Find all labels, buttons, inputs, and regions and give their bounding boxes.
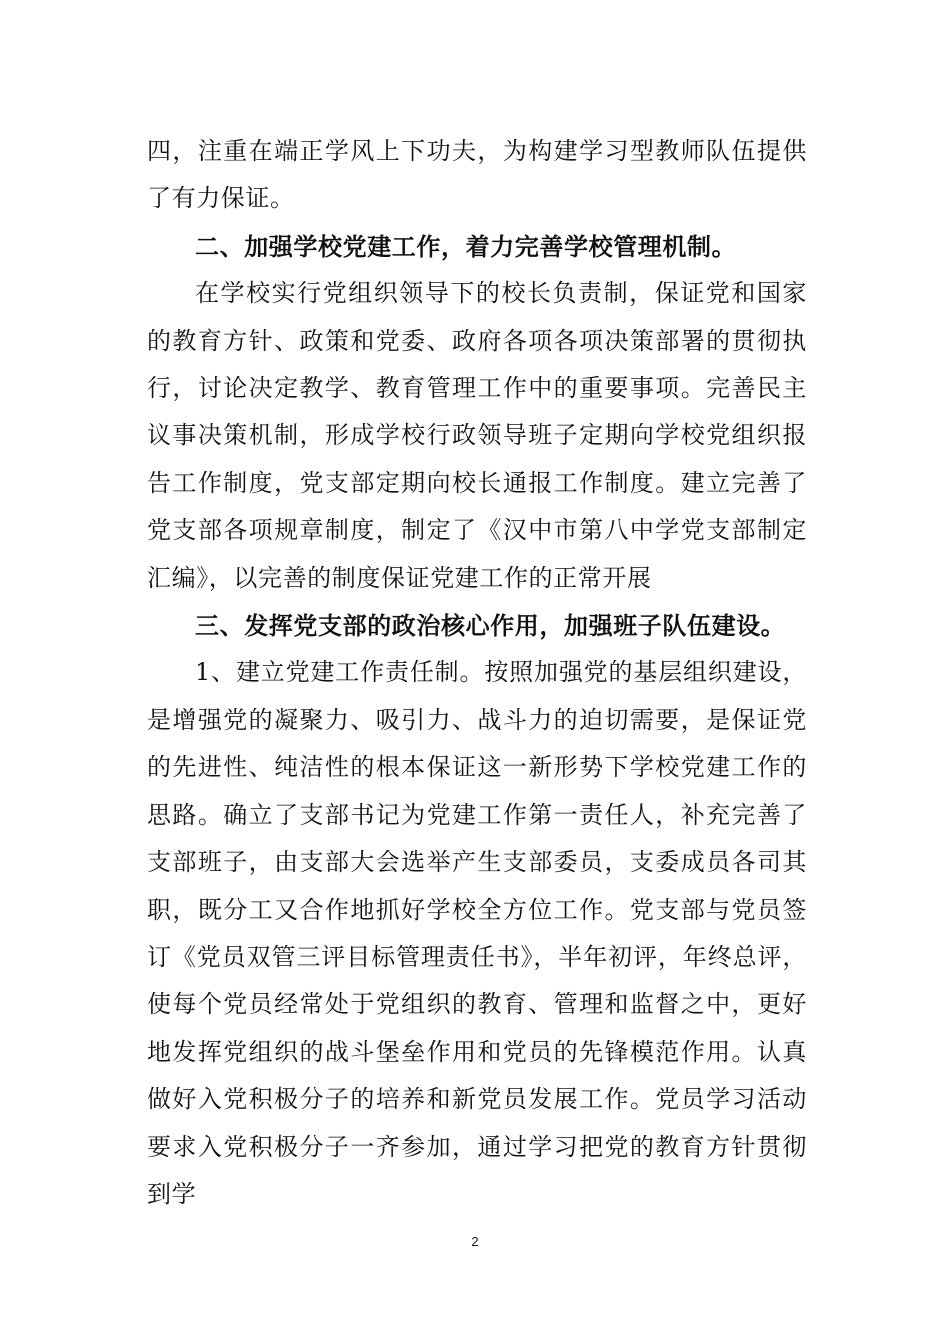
paragraph-continuation: 四，注重在端正学风上下功夫，为构建学习型教师队伍提供了有力保证。	[147, 137, 807, 213]
section-heading-3: 三、发挥党支部的政治核心作用，加强班子队伍建设。	[195, 611, 786, 641]
paragraph-responsibility-system: 1、建立党建工作责任制。按照加强党的基层组织建设，是增强党的凝聚力、吸引力、战斗力的迫切需要，是保证党的先进性、纯洁性的根本保证这一新形势下学校党建工作的思路。确立了支部书记为党建工作第一责任人，补充完善了支部班子，由支部大会选举产生支部委员，支委成员各司其职，既分工又合作地抓好学校全方位工作。党支部与党员签订《党员双管三评目标管理责任书》，半年初评，年终总评，使每个党员经常处于党组织的教育、管理和监督之中，更好地发挥党组织的战斗堡垒作用和党员的先锋模范作用。认真做好入党积极分子的培养和新党员发展工作。党员学习活动要求入党积极分子一齐参加，通过学习把党的教育方针贯彻到学	[147, 658, 807, 1208]
page-number: 2	[471, 1234, 479, 1249]
document-body	[147, 128, 807, 1218]
section-heading-2: 二、加强学校党建工作，着力完善学校管理机制。	[195, 231, 737, 261]
paragraph-party-leadership: 在学校实行党组织领导下的校长负责制，保证党和国家的教育方针、政策和党委、政府各项各项决策部署的贯彻执行，讨论决定教学、教育管理工作中的重要事项。完善民主议事决策机制，形成学校行政领导班子定期向学校党组织报告工作制度，党支部定期向校长通报工作制度。建立完善了党支部各项规章制度，制定了《汉中市第八中学党支部制定汇编》，以完善的制度保证党建工作的正常开展	[147, 279, 807, 592]
